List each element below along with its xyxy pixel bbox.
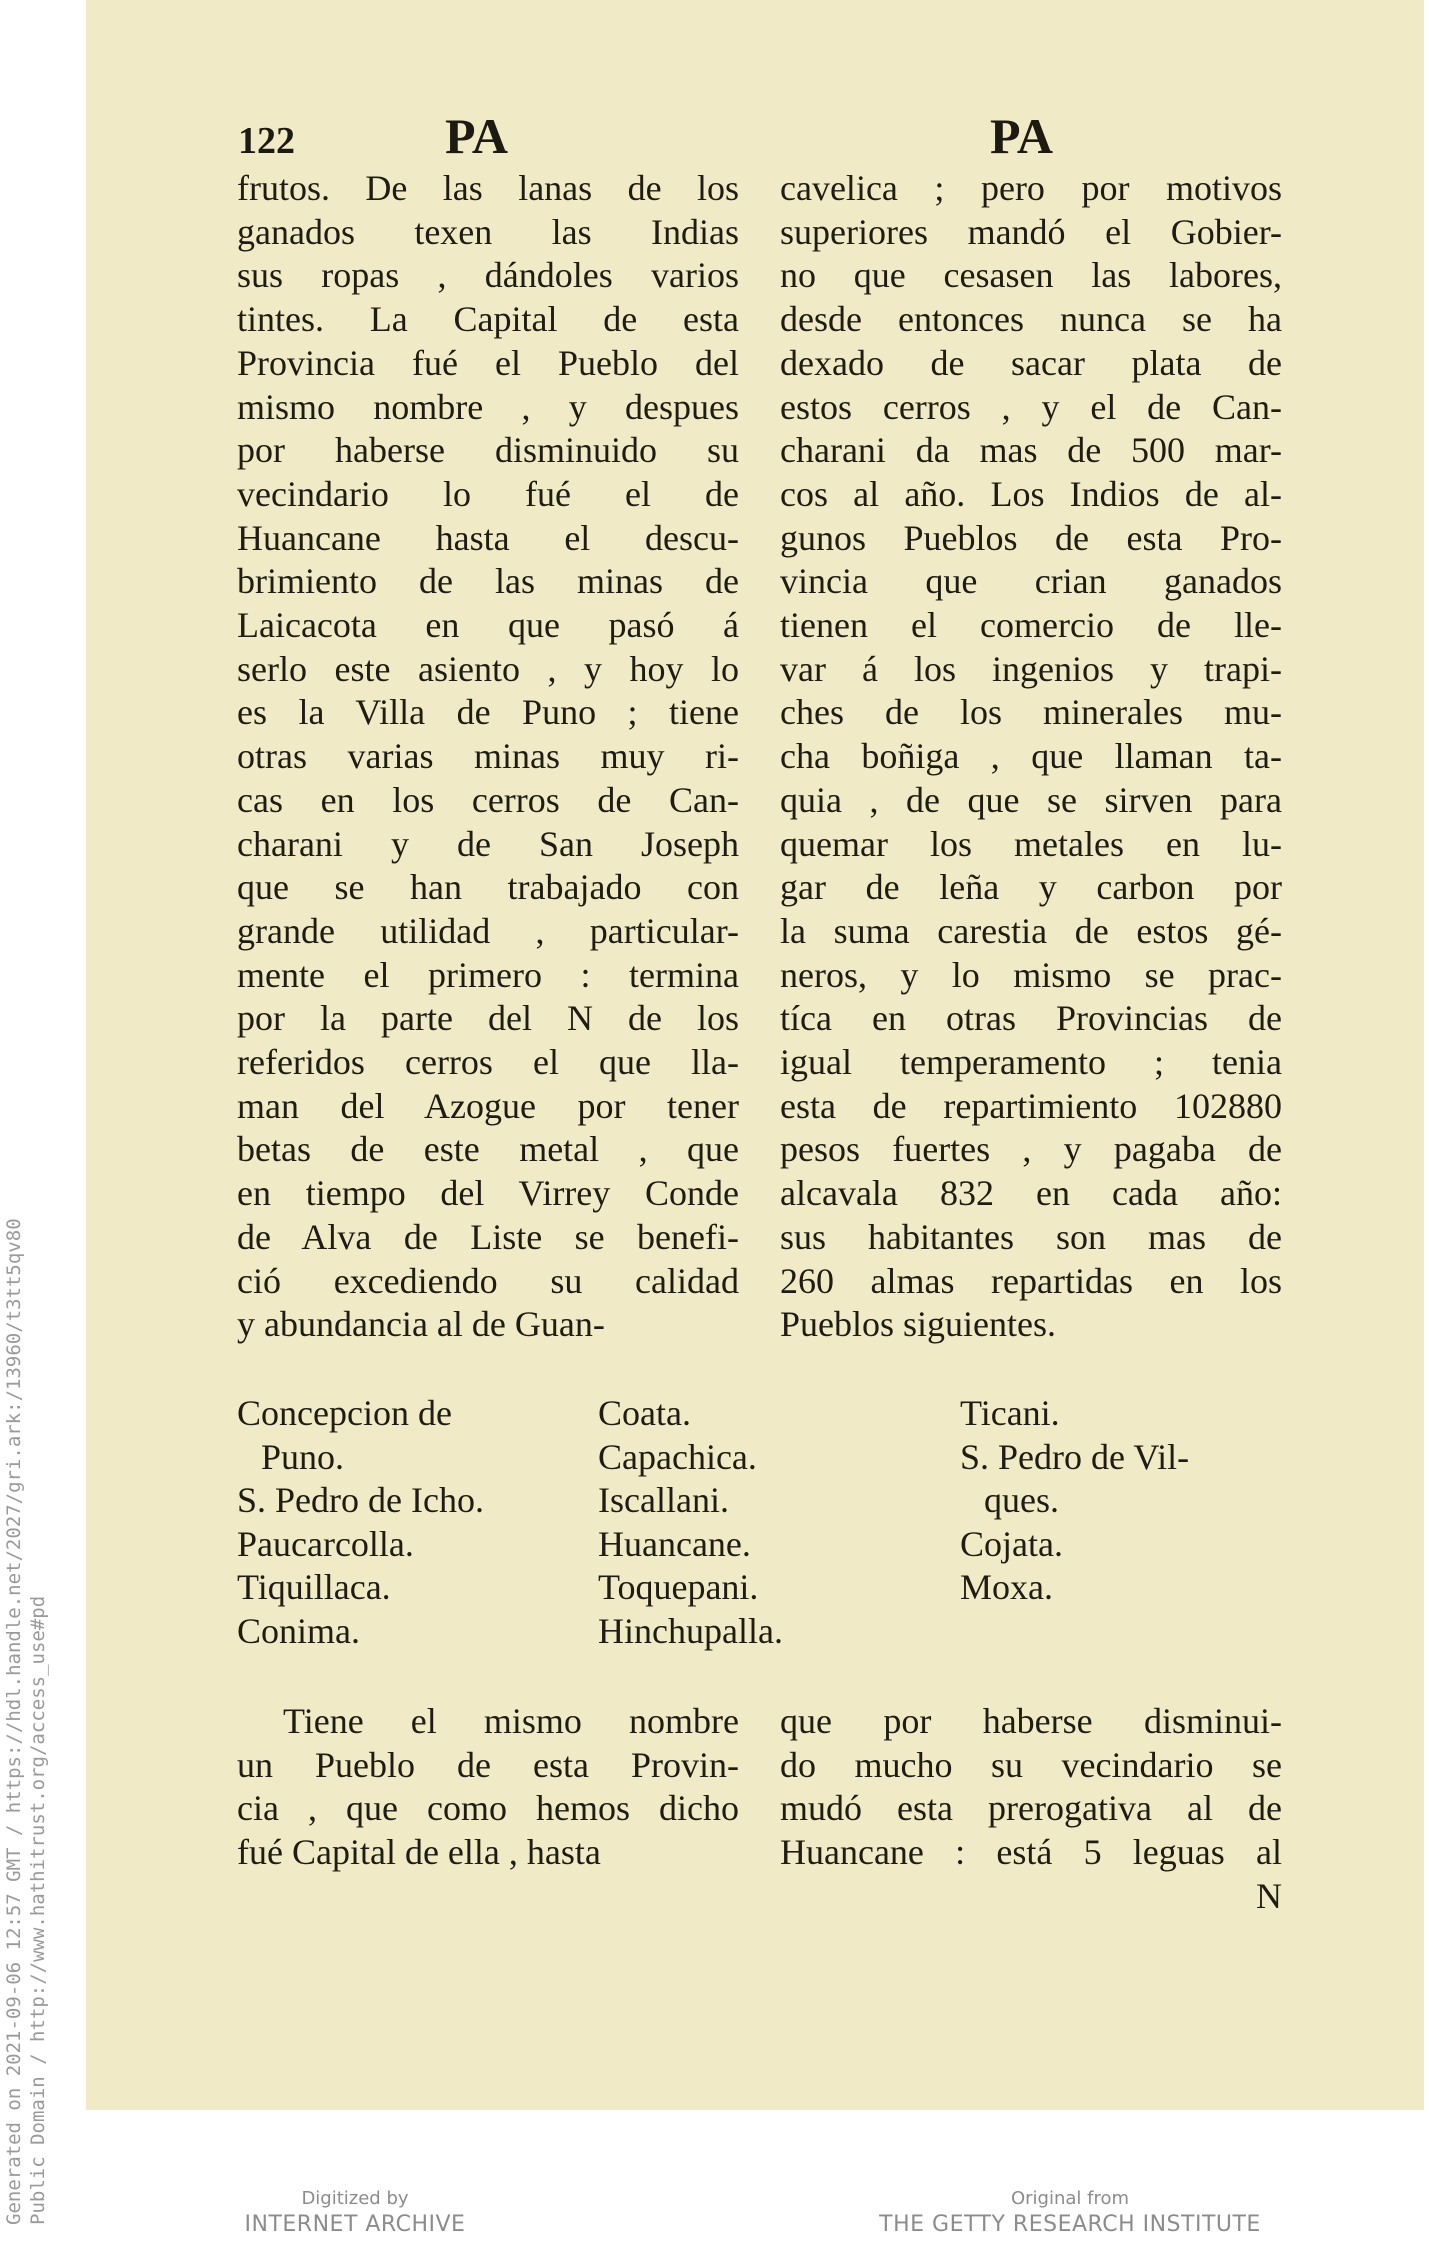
text-line: igual temperamento ; tenia [780, 1042, 1282, 1083]
text-line: por haberse disminuido su [237, 430, 739, 471]
lower-right-text [780, 1700, 1282, 1919]
text-line: de Alva de Liste se benefi- [237, 1216, 739, 1257]
text-line: que por haberse disminui- [780, 1701, 1282, 1741]
text-line: Pueblos siguientes. [780, 1304, 1056, 1345]
text-line: cos al año. Los Indios de al- [780, 473, 1282, 514]
text-line: fué Capital de ella , hasta [237, 1832, 601, 1873]
text-line: es la Villa de Puno ; tiene [237, 692, 739, 733]
right-running-head: PA [990, 108, 1053, 164]
text-line: referidos cerros el que lla- [237, 1042, 739, 1083]
stamp-line-1: Generated on 2021-09-06 12:57 GMT / https://hdl.handle.net/2027/gri.ark:/13960/t3tt5qv80 [3, 1218, 25, 2225]
text-line: charani y de San Joseph [237, 823, 739, 864]
text-line: la suma carestia de estos gé- [780, 910, 1282, 951]
town-list-column-3 [960, 1392, 1189, 1610]
town-name: Tiquillaca. [237, 1567, 391, 1607]
page-number: 122 [238, 120, 295, 162]
left-text-column [237, 167, 739, 1347]
generation-stamp [2, 1095, 50, 2225]
town-name: Toquepani. [598, 1567, 759, 1607]
left-running-head: PA [445, 108, 508, 164]
text-line: tintes. La Capital de esta [237, 299, 739, 340]
text-line: brimiento de las minas de [237, 561, 739, 602]
text-line: desde entonces nunca se ha [780, 299, 1282, 340]
town-list-column-2 [598, 1392, 783, 1653]
text-line: 260 almas repartidas en los [780, 1260, 1282, 1301]
text-line: pesos fuertes , y pagaba de [780, 1129, 1282, 1170]
town-name: Paucarcolla. [237, 1523, 414, 1564]
text-line: ganados texen las Indias [237, 211, 739, 252]
text-line: charani da mas de 500 mar- [780, 430, 1282, 471]
stamp-line-2: Public Domain / http://www.hathitrust.org/access_use#pd [27, 1595, 49, 2225]
town-name: ques. [984, 1480, 1059, 1520]
text-line: betas de este metal , que [237, 1129, 739, 1170]
text-line: var á los ingenios y trapi- [780, 648, 1282, 689]
text-line: un Pueblo de esta Provin- [237, 1744, 739, 1785]
town-name: Capachica. [598, 1436, 757, 1477]
right-text-column [780, 167, 1282, 1347]
text-line: mudó esta prerogativa al de [780, 1788, 1282, 1829]
text-line: quemar los metales en lu- [780, 823, 1282, 864]
town-name: Puno. [261, 1436, 345, 1477]
text-line: gar de leña y carbon por [780, 867, 1282, 908]
text-line: vincia que crian ganados [780, 561, 1282, 602]
town-name: S. Pedro de Vil- [960, 1436, 1190, 1477]
text-line: y abundancia al de Guan- [237, 1304, 605, 1345]
text-line: do mucho su vecindario se [780, 1744, 1282, 1785]
text-line: vecindario lo fué el de [237, 473, 739, 514]
text-line: Huancane : está 5 leguas al [780, 1832, 1282, 1873]
text-line: otras varias minas muy ri- [237, 736, 739, 777]
text-line: en tiempo del Virrey Conde [237, 1173, 739, 1214]
original-from-label: Original from [1010, 2188, 1130, 2209]
town-list-column-1 [237, 1392, 484, 1653]
text-line: mente el primero : termina [237, 954, 739, 995]
town-name: Iscallani. [598, 1480, 729, 1520]
text-line: grande utilidad , particular- [237, 910, 739, 951]
text-line: gunos Pueblos de esta Pro- [780, 517, 1282, 558]
digitized-by-value: INTERNET ARCHIVE [244, 2212, 466, 2237]
text-line: sus habitantes son mas de [780, 1216, 1282, 1257]
text-line: cha boñiga , que llaman ta- [780, 736, 1282, 777]
text-line: que se han trabajado con [237, 867, 739, 908]
text-line: ció excediendo su calidad [237, 1260, 739, 1301]
text-line: frutos. De las lanas de los [237, 168, 739, 208]
text-line: superiores mandó el Gobier- [780, 211, 1282, 252]
text-line: quia , de que se sirven para [780, 779, 1282, 820]
town-name: Huancane. [598, 1523, 751, 1564]
text-line: tienen el comercio de lle- [780, 605, 1282, 646]
text-line: no que cesasen las labores, [780, 255, 1282, 296]
text-line: alcavala 832 en cada año: [780, 1173, 1282, 1214]
text-line: neros, y lo mismo se prac- [780, 954, 1282, 995]
text-line: estos cerros , y el de Can- [780, 386, 1282, 427]
text-line: cavelica ; pero por motivos [780, 168, 1282, 208]
digitized-by-label: Digitized by [301, 2188, 409, 2209]
lower-left-text [237, 1700, 739, 1875]
town-name: S. Pedro de Icho. [237, 1480, 484, 1520]
town-name: Concepcion de [237, 1393, 452, 1433]
text-line: tíca en otras Provincias de [780, 998, 1282, 1039]
town-name: Ticani. [960, 1393, 1060, 1433]
text-line: serlo este asiento , y hoy lo [237, 648, 739, 689]
text-line: dexado de sacar plata de [780, 342, 1282, 383]
town-name: Hinchupalla. [598, 1610, 783, 1651]
text-line: Provincia fué el Pueblo del [237, 342, 739, 383]
original-from-value: THE GETTY RESEARCH INSTITUTE [879, 2212, 1261, 2237]
text-line: Huancane hasta el descu- [237, 517, 739, 558]
text-line: Tiene el mismo nombre [283, 1701, 739, 1741]
text-line: ches de los minerales mu- [780, 692, 1282, 733]
town-name: Moxa. [960, 1567, 1053, 1607]
text-line: Laicacota en que pasó á [237, 605, 739, 646]
town-name: Coata. [598, 1393, 691, 1433]
text-line: man del Azogue por tener [237, 1085, 739, 1126]
text-line: N [1256, 1875, 1282, 1916]
text-line: esta de repartimiento 102880 [780, 1085, 1282, 1126]
text-line: cas en los cerros de Can- [237, 779, 739, 820]
page-header [0, 107, 1429, 167]
text-line: mismo nombre , y despues [237, 386, 739, 427]
text-line: por la parte del N de los [237, 998, 739, 1039]
town-name: Cojata. [960, 1523, 1063, 1564]
text-line: sus ropas , dándoles varios [237, 255, 739, 296]
text-line: cia , que como hemos dicho [237, 1788, 739, 1829]
town-name: Conima. [237, 1610, 360, 1651]
